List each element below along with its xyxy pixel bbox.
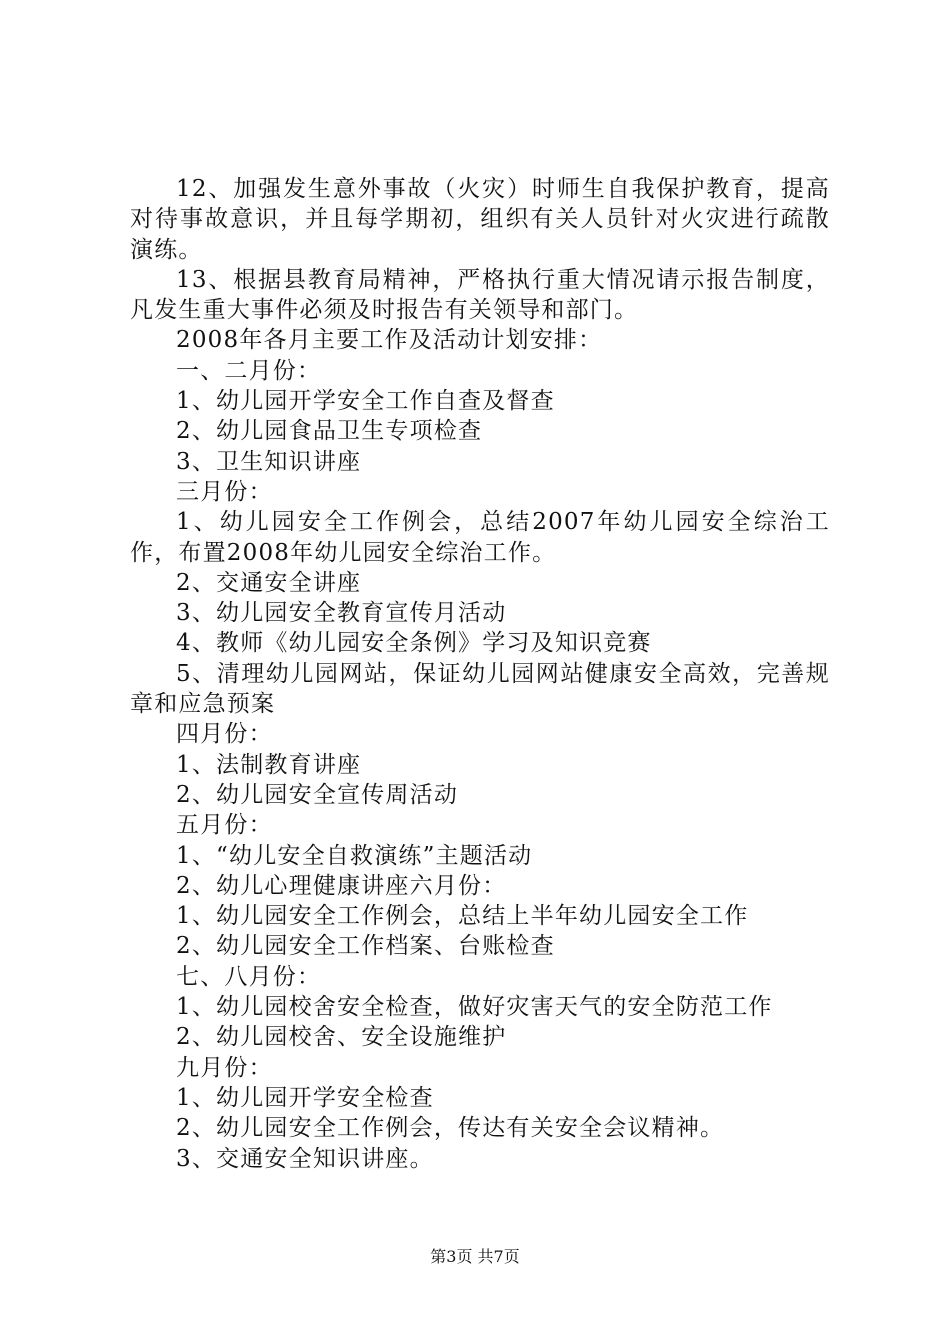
paragraph: 五月份： — [176, 812, 273, 839]
paragraph: 5、清理幼儿园网站，保证幼儿园网站健康安全高效，完善规章和应急预案 — [130, 660, 830, 718]
paragraph: 2、幼儿园食品卫生专项检查 — [176, 418, 483, 445]
paragraph: 1、幼儿园安全工作例会，总结2007年幼儿园安全综治工作，布置2008年幼儿园安全综治工作。 — [130, 509, 830, 566]
paragraph: 九月份： — [176, 1054, 273, 1081]
paragraph: 1、幼儿园开学安全工作自查及督查 — [176, 388, 555, 415]
paragraph: 2、幼儿园校舍、安全设施维护 — [176, 1024, 507, 1051]
paragraph: 1、“幼儿安全自救演练”主题活动 — [176, 842, 533, 869]
paragraph: 2、幼儿心理健康讲座六月份： — [176, 872, 507, 899]
paragraph: 三月份： — [176, 478, 273, 505]
page-number: 第3页 共7页 — [430, 1247, 520, 1266]
paragraph: 2、幼儿园安全工作例会，传达有关安全会议精神。 — [176, 1115, 725, 1142]
paragraph: 2、幼儿园安全宣传周活动 — [176, 781, 459, 808]
paragraph: 七、八月份： — [176, 963, 322, 990]
paragraph: 3、幼儿园安全教育宣传月活动 — [176, 600, 507, 627]
paragraph: 四月份： — [176, 721, 273, 748]
paragraph: 1、法制教育讲座 — [176, 751, 362, 778]
paragraph: 13、根据县教育局精神，严格执行重大情况请示报告制度，凡发生重大事件必须及时报告有关领导和部门。 — [130, 266, 830, 324]
paragraph: 3、卫生知识讲座 — [176, 448, 362, 475]
paragraph: 一、二月份： — [176, 357, 322, 384]
paragraph: 2、交通安全讲座 — [176, 569, 362, 596]
paragraph: 1、幼儿园校舍安全检查，做好灾害天气的安全防范工作 — [176, 994, 773, 1021]
paragraph: 4、教师《幼儿园安全条例》学习及知识竞赛 — [176, 630, 652, 657]
paragraph: 2、幼儿园安全工作档案、台账检查 — [176, 933, 555, 960]
paragraph: 1、幼儿园安全工作例会，总结上半年幼儿园安全工作 — [176, 903, 749, 930]
paragraph: 1、幼儿园开学安全检查 — [176, 1084, 434, 1111]
page-footer — [0, 1244, 950, 1267]
paragraph: 2008年各月主要工作及活动计划安排： — [176, 327, 603, 354]
document-body — [130, 174, 830, 1174]
paragraph: 12、加强发生意外事故（火灾）时师生自我保护教育，提高对待事故意识，并且每学期初，组织有关人员针对火灾进行疏散演练。 — [130, 176, 830, 263]
paragraph: 3、交通安全知识讲座。 — [176, 1145, 434, 1172]
